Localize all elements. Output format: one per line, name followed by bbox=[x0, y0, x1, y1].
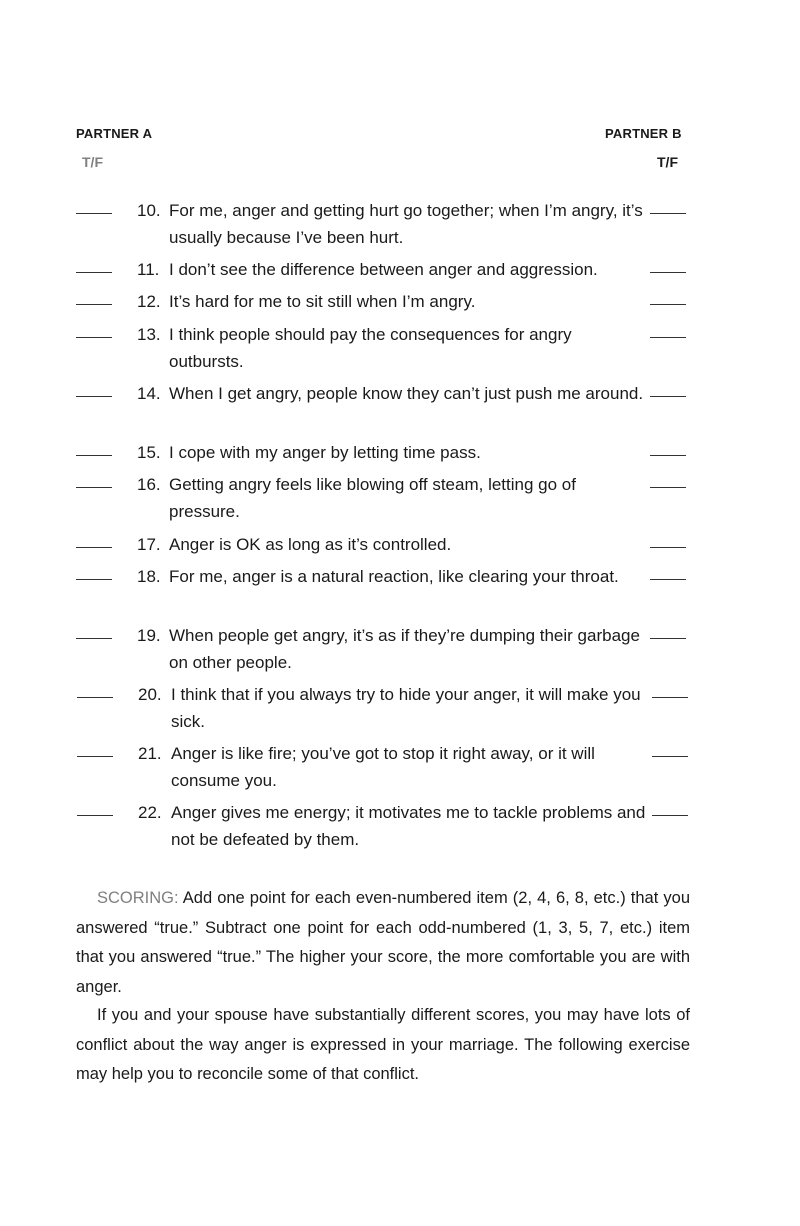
partner-a-answer-blank[interactable] bbox=[76, 622, 112, 639]
partner-a-tf-label: T/F bbox=[82, 154, 103, 170]
item-number: 17. bbox=[137, 535, 161, 554]
item-text: I think that if you always try to hide your anger, it will make you sick. bbox=[171, 685, 641, 731]
item-text: Anger gives me energy; it motivates me to tackle problems and not be defeated by them. bbox=[171, 803, 646, 849]
item-number: 12. bbox=[137, 292, 161, 311]
item-text: I don’t see the difference between anger and aggression. bbox=[169, 260, 598, 279]
item-text: Getting angry feels like blowing off steam, letting go of pressure. bbox=[169, 475, 576, 521]
partner-a-answer-blank[interactable] bbox=[76, 471, 112, 488]
partner-a-answer-blank[interactable] bbox=[76, 288, 112, 305]
partner-a-answer-blank[interactable] bbox=[77, 799, 113, 816]
item-number: 19. bbox=[137, 626, 161, 645]
scoring-label: SCORING: bbox=[97, 889, 179, 907]
partner-a-answer-blank[interactable] bbox=[77, 740, 113, 757]
partner-b-answer-blank[interactable] bbox=[650, 471, 686, 488]
partner-a-answer-blank[interactable] bbox=[76, 380, 112, 397]
item-text: I think people should pay the consequences for angry outbursts. bbox=[169, 325, 572, 371]
partner-b-answer-blank[interactable] bbox=[650, 197, 686, 214]
item-number: 18. bbox=[137, 567, 161, 586]
partner-b-answer-blank[interactable] bbox=[650, 531, 686, 548]
item-text: When people get angry, it’s as if they’re dumping their garbage on other people. bbox=[169, 626, 640, 672]
item-number: 21. bbox=[138, 744, 162, 763]
item-number: 10. bbox=[137, 201, 161, 220]
partner-b-answer-blank[interactable] bbox=[652, 740, 688, 757]
partner-a-answer-blank[interactable] bbox=[76, 197, 112, 214]
partner-a-answer-blank[interactable] bbox=[76, 321, 112, 338]
partner-b-answer-blank[interactable] bbox=[650, 439, 686, 456]
item-number: 16. bbox=[137, 475, 161, 494]
partner-a-header: PARTNER A bbox=[76, 126, 153, 141]
partner-b-answer-blank[interactable] bbox=[650, 256, 686, 273]
item-text: For me, anger is a natural reaction, like clearing your throat. bbox=[169, 567, 619, 586]
partner-b-answer-blank[interactable] bbox=[650, 288, 686, 305]
scoring-text: Add one point for each even-numbered item (2, 4, 6, 8, etc.) that you answered “true.” Subtract one point for each odd-numbered (1, 3, 5, 7, etc.) item that you answered “true.” The higher your score, the more comfortable you are with anger. bbox=[76, 889, 690, 996]
partner-b-header: PARTNER B bbox=[605, 126, 682, 141]
partner-b-answer-blank[interactable] bbox=[650, 380, 686, 397]
partner-b-answer-blank[interactable] bbox=[650, 321, 686, 338]
item-number: 15. bbox=[137, 443, 161, 462]
item-text: It’s hard for me to sit still when I’m angry. bbox=[169, 292, 476, 311]
item-number: 14. bbox=[137, 384, 161, 403]
partner-b-tf-label: T/F bbox=[657, 154, 678, 170]
partner-a-answer-blank[interactable] bbox=[76, 256, 112, 273]
item-text: When I get angry, people know they can’t just push me around. bbox=[169, 384, 644, 403]
partner-a-answer-blank[interactable] bbox=[76, 439, 112, 456]
item-text: Anger is like fire; you’ve got to stop it right away, or it will consume you. bbox=[171, 744, 595, 790]
partner-a-answer-blank[interactable] bbox=[76, 531, 112, 548]
item-number: 13. bbox=[137, 325, 161, 344]
partner-a-answer-blank[interactable] bbox=[76, 563, 112, 580]
partner-b-answer-blank[interactable] bbox=[650, 622, 686, 639]
scoring-paragraph bbox=[76, 884, 690, 1002]
item-number: 22. bbox=[138, 803, 162, 822]
item-text: I cope with my anger by letting time pass. bbox=[169, 443, 481, 462]
item-number: 20. bbox=[138, 685, 162, 704]
partner-b-answer-blank[interactable] bbox=[652, 799, 688, 816]
item-number: 11. bbox=[137, 260, 160, 279]
item-text: Anger is OK as long as it’s controlled. bbox=[169, 535, 452, 554]
followup-paragraph: If you and your spouse have substantially different scores, you may have lots of conflict about the way anger is expressed in your marriage. The following exercise may help you to reconcile some of that conflict. bbox=[76, 1006, 690, 1083]
item-text: For me, anger and getting hurt go together; when I’m angry, it’s usually because I’ve been hurt. bbox=[169, 201, 643, 247]
partner-b-answer-blank[interactable] bbox=[652, 681, 688, 698]
partner-a-answer-blank[interactable] bbox=[77, 681, 113, 698]
partner-b-answer-blank[interactable] bbox=[650, 563, 686, 580]
